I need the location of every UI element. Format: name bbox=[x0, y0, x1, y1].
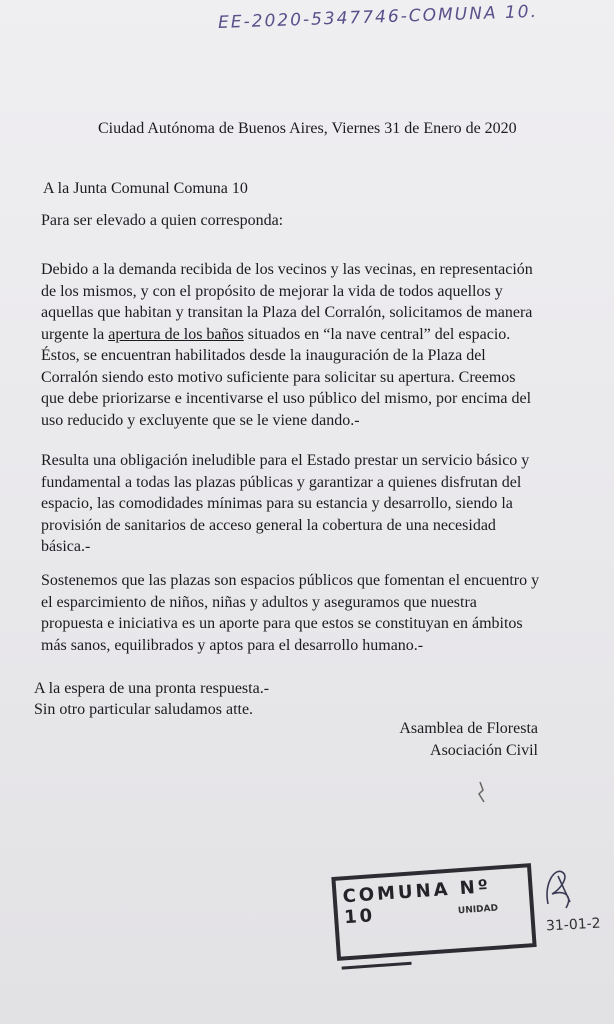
paragraph-request bbox=[41, 259, 541, 431]
initials-scribble-icon bbox=[540, 864, 580, 914]
closing-line-2: Sin otro particular saludamos atte. bbox=[34, 701, 254, 718]
signature-line-2: Asociación Civil bbox=[430, 742, 538, 759]
paragraph-obligation: Resulta una obligación ineludible para el Estado prestar un servicio básico y fundamental a todas las plazas públicas y garantizar a quienes disfrutan del espacio, las comodidades mínimas para su estancia y desarrollo, siendo la provisión de sanitarios de acceso general la cobertura de una necesidad básica.- bbox=[41, 452, 530, 555]
dateline: Ciudad Autónoma de Buenos Aires, Viernes 31 de Enero de 2020 bbox=[98, 120, 517, 137]
stamp-header: COMUNA Nº 10 bbox=[341, 875, 492, 929]
closing bbox=[34, 678, 269, 720]
reception-stamp bbox=[331, 863, 536, 961]
stamp-underline bbox=[342, 962, 412, 970]
ink-mark-icon bbox=[474, 780, 490, 804]
paragraph-public-spaces: Sostenemos que las plazas son espacios públicos que fomentan el encuentro y el esparcimiento de niños, niñas y adultos y aseguramos que nuestra propuesta e iniciativa es un aporte para que estos se constituyan en ámbitos más sanos, equilibrados y aptos para el desarrollo humano.- bbox=[41, 572, 540, 654]
handwritten-file-number: EE-2020-5347746-COMUNA 10. bbox=[217, 1, 539, 33]
subject-line: Para ser elevado a quien corresponda: bbox=[41, 212, 284, 229]
stamp-sub: UNIDAD bbox=[457, 903, 499, 917]
signature-block bbox=[399, 718, 538, 762]
paragraph-request-text-b: situados en “la nave central” del espacio. Éstos, se encuentran habilitados desde la inauguración de la Plaza del Corralón siendo esto motivo suficiente para solicitar su apertura. Creemos que debe priorizarse e incentivarse el uso público del mismo, por encima del uso reducido y excluyente que se le viene dando.- bbox=[41, 325, 532, 429]
paragraph-request-underlined: apertura de los baños bbox=[108, 325, 244, 343]
signature-line-1: Asamblea de Floresta bbox=[399, 720, 538, 737]
stamp-date: 31-01-2 bbox=[545, 915, 602, 935]
addressee: A la Junta Comunal Comuna 10 bbox=[43, 180, 248, 197]
paragraph-request-text-a: Debido a la demanda recibida de los vecinos y las vecinas, en representación de los mismos, y con el propósito de mejorar la vida de todos aquellos y aquellas que habitan y transitan la Plaza del Corralón, solicitamos de manera urgente la bbox=[41, 261, 533, 343]
closing-line-1: A la espera de una pronta respuesta.- bbox=[34, 680, 270, 697]
